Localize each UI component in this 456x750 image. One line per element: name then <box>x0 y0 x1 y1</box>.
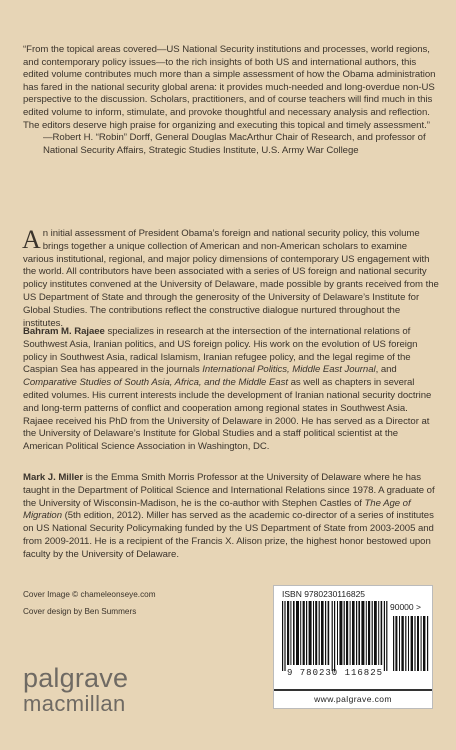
quote-attribution: —Robert H. “Robin” Dorff, General Douglas MacArthur Chair of Research, and professor of National Security Affairs, Strategic Studies Institute, U.S. Army War College <box>43 132 426 156</box>
author-bio-miller <box>23 472 439 562</box>
publisher-logo-line1: palgrave <box>23 663 129 693</box>
endorsement-quote <box>23 44 439 157</box>
book-title: Comparative Studies of South Asia, Africa, and the Middle East <box>23 377 288 389</box>
quote-text: “From the topical areas covered—US National Security institutions and processes, world regions, and contemporary policy issues—to the rich insights of both US and international authors, this edited volume contributes much more than a simple assessment of how the Obama administration has fared in the national security global arena: it provides much-needed and long-overdue non-US perspective to the discussion. Scholars, practitioners, and of course teachers will find much in this edited volume to inform, stimulate, and provoke thoughtful and necessary analysis and reflection. The editors deserve high praise for organizing and executing this topical and timely assessment.” <box>23 44 436 131</box>
journal-titles: International Politics, Middle East Journal <box>202 364 376 376</box>
price-addon-barcode-icon <box>392 616 430 671</box>
barcode-block <box>273 585 433 709</box>
publisher-url: www.palgrave.com <box>274 689 432 708</box>
bio-text: , and <box>375 364 397 376</box>
price-code: 90000 > <box>390 602 421 612</box>
cover-design-credit: Cover design by Ben Summers <box>23 607 137 616</box>
isbn-digits: 9 780230 116825 <box>286 668 383 678</box>
isbn-label: ISBN 9780230116825 <box>282 589 366 599</box>
bio-text: as well as chapters in several edited volumes. His current interests include the development of Iranian national security doctrine and long-term patterns of conflict and cooperation among regional states in Southwest Asia. Rajaee received his PhD from the University of Delaware in 2000. He has served as a Director at the University of Delaware’s Institute for Global Studies and a staff political scientist at the American Political Science Association in Washington, DC. <box>23 377 432 453</box>
book-title: The Age of Migration <box>23 497 411 522</box>
ean-barcode-icon <box>280 601 390 671</box>
author-name: Bahram M. Rajaee <box>23 326 105 337</box>
bio-text: specializes in research at the intersection of the international relations of Southwest Asia, Iranian politics, and US foreign policy. His work on the evolution of US foreign policy in Southwest Asia, radical Islamism, Iranian refugee policy, and the legal regime of the Caspian Sea has appeared in the journals <box>23 326 418 376</box>
author-name: Mark J. Miller <box>23 472 84 483</box>
book-description <box>22 225 439 330</box>
author-bio-rajaee <box>23 326 439 454</box>
cover-image-credit: Cover Image © chameleonseye.com <box>23 590 156 599</box>
bio-text: (5th edition, 2012). Miller has served as the academic co-director of a series of institutes on US National Security Policymaking funded by the US Department of State from 2003-2005 and from 2009-2011. He is a recipient of the Francis X. Alison prize, the highest honor bestowed upon faculty by the University of Delaware. <box>23 510 434 560</box>
description-text: n initial assessment of President Obama’s foreign and national security policy, this volume brings together a unique collection of American and non-American scholars to examine various institutional, regional, and major policy dimensions of contemporary US engagement with the world. All contributors have been associated with a series of US foreign and national security policy institutes convened at the University of Delaware, made possible by grants received from the US Department of State and through the generosity of the University of Delaware’s Institute for Global Studies. The contributions reflect the constructive dialogue nurtured throughout the institutes. <box>23 228 439 329</box>
publisher-logo-line2: macmillan <box>23 691 126 716</box>
publisher-logo <box>23 664 128 716</box>
drop-cap: A <box>22 225 41 254</box>
bio-text: is the Emma Smith Morris Professor at the University of Delaware where he has taught in the Department of Political Science and International Relations since 1978. A graduate of the University of Wisconsin-Madison, he is the co-author with Stephen Castles of <box>23 472 435 509</box>
